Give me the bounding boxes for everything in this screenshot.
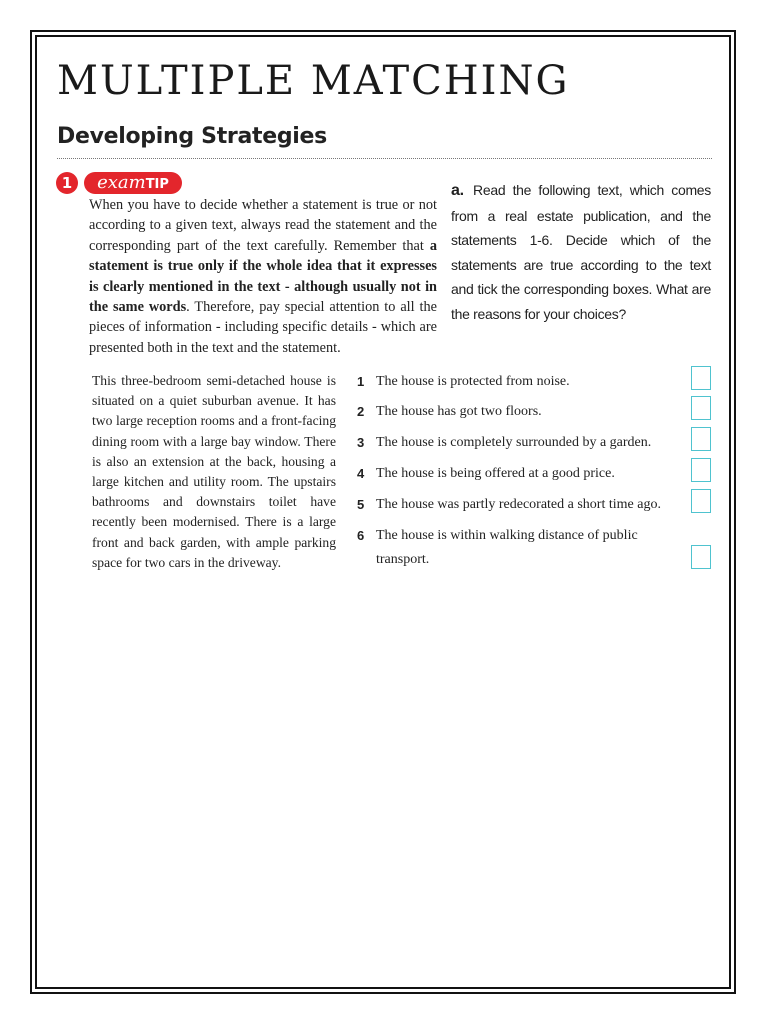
tick-box-5[interactable] [691,489,711,513]
exam-tip-badge-exam: exam [97,172,146,193]
tick-box-2[interactable] [691,396,711,420]
task-a-instructions [451,178,711,327]
statement-number: 1 [357,374,365,389]
section-subtitle: Developing Strategies [57,124,327,149]
dotted-divider [57,158,712,159]
statement-text: The house is protected from noise. [376,374,570,389]
statement-number: 6 [357,528,365,543]
task-a-text: Read the following text, which comes from a real estate publication, and the statements 1-6. Decide which of the statements are true according to the text and tick the corresponding boxes. What are the reasons for your choices? [451,182,711,322]
tick-box-1[interactable] [691,366,711,390]
statement-text: The house has got two floors. [376,404,542,419]
exam-tip-badge-tip: TIP [145,177,169,192]
tick-box-3[interactable] [691,427,711,451]
reading-passage: This three-bedroom semi-detached house is situated on a quiet suburban avenue. It has two large reception rooms and a front-facing dining room with a large bay window. There is also an extension at the back, housing a large kitchen and utility room. The upstairs bathrooms and downstairs toilet have recently been modernised. There is a large front and back garden, with ample parking space for two cars in the driveway. [92,373,336,570]
exam-tip-text-bold: a statement is true only if the whole idea that it expresses is clearly mentioned in the text - although usually not in the same words [89,237,437,316]
exam-tip-text-part-1: When you have to decide whether a statement is true or not according to a given text, always read the statement and the corresponding part of the text carefully. Remember that [89,197,437,254]
exam-tip-number-badge: 1 [56,172,78,194]
statement-number: 2 [357,404,365,419]
exam-tip-badge [84,172,182,194]
statement-text: The house is being offered at a good price. [376,466,615,481]
page-title: MULTIPLE MATCHING [57,58,570,104]
tick-box-4[interactable] [691,458,711,482]
statement-text: The house is within walking distance of public transport. [376,528,638,567]
statement-text: The house was partly redecorated a short time ago. [376,497,661,512]
tick-box-6[interactable] [691,545,711,569]
statement-number: 5 [357,497,365,512]
exam-tip-text [89,195,437,358]
exam-tip-text-part-2: . Therefore, pay special attention to all the pieces of information - including specific details - which are presented both in the text and the statement. [89,299,437,356]
task-a-label: a. [451,182,464,199]
statement-number: 3 [357,435,365,450]
statement-number: 4 [357,466,365,481]
statement-text: The house is completely surrounded by a garden. [376,435,652,450]
